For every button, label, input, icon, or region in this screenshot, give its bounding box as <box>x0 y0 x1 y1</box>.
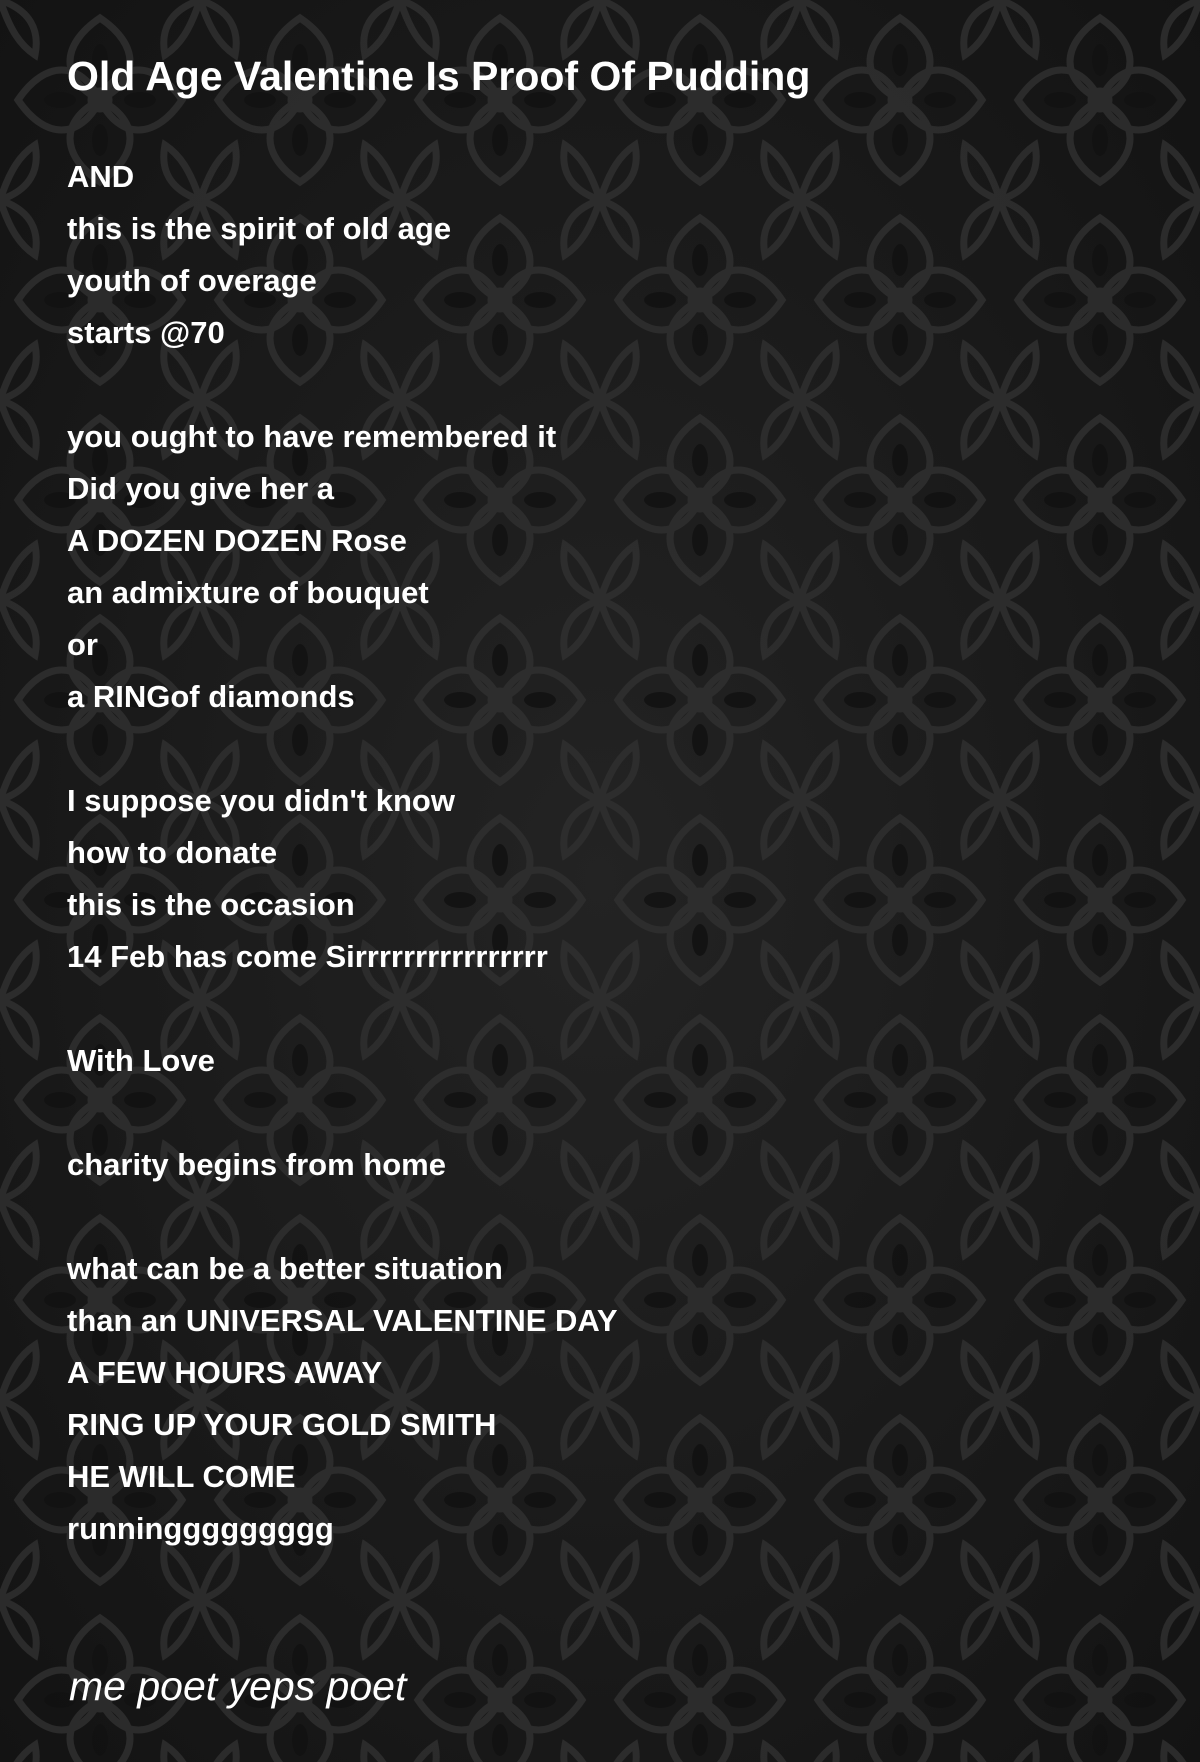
stanza-gap <box>67 983 1167 1035</box>
poem-body <box>67 151 1167 1555</box>
poem-line: how to donate <box>67 835 278 870</box>
poem-title: Old Age Valentine Is Proof Of Pudding <box>67 53 811 99</box>
poem-line: an admixture of bouquet <box>67 575 429 610</box>
stanza-gap <box>67 359 1167 411</box>
poem-author: me poet yeps poet <box>69 1663 407 1709</box>
poem-line: 14 Feb has come Sirrrrrrrrrrrrrrrr <box>67 939 548 974</box>
poem-line: AND <box>67 159 135 194</box>
poem-line: charity begins from home <box>67 1147 446 1182</box>
poem-line: A DOZEN DOZEN Rose <box>67 523 407 558</box>
poem-line: or <box>67 627 98 662</box>
poem-line: A FEW HOURS AWAY <box>67 1355 383 1390</box>
poem-line: youth of overage <box>67 263 317 298</box>
poem-line: With Love <box>67 1043 215 1078</box>
poem-line: than an UNIVERSAL VALENTINE DAY <box>67 1303 618 1338</box>
stanza-gap <box>67 1087 1167 1139</box>
poem-line: runninggggggggg <box>67 1511 334 1546</box>
poem-line: RING UP YOUR GOLD SMITH <box>67 1407 497 1442</box>
poem-line: this is the occasion <box>67 887 355 922</box>
stanza-gap <box>67 1191 1167 1243</box>
poem-line: I suppose you didn't know <box>67 783 455 818</box>
poem-line: starts @70 <box>67 315 225 350</box>
poem-line: a RINGof diamonds <box>67 679 355 714</box>
poem-line: what can be a better situation <box>67 1251 503 1286</box>
stanza-gap <box>67 723 1167 775</box>
poem-line: you ought to have remembered it <box>67 419 557 454</box>
poem-line: HE WILL COME <box>67 1459 296 1494</box>
poem-line: this is the spirit of old age <box>67 211 452 246</box>
poem-line: Did you give her a <box>67 471 335 506</box>
